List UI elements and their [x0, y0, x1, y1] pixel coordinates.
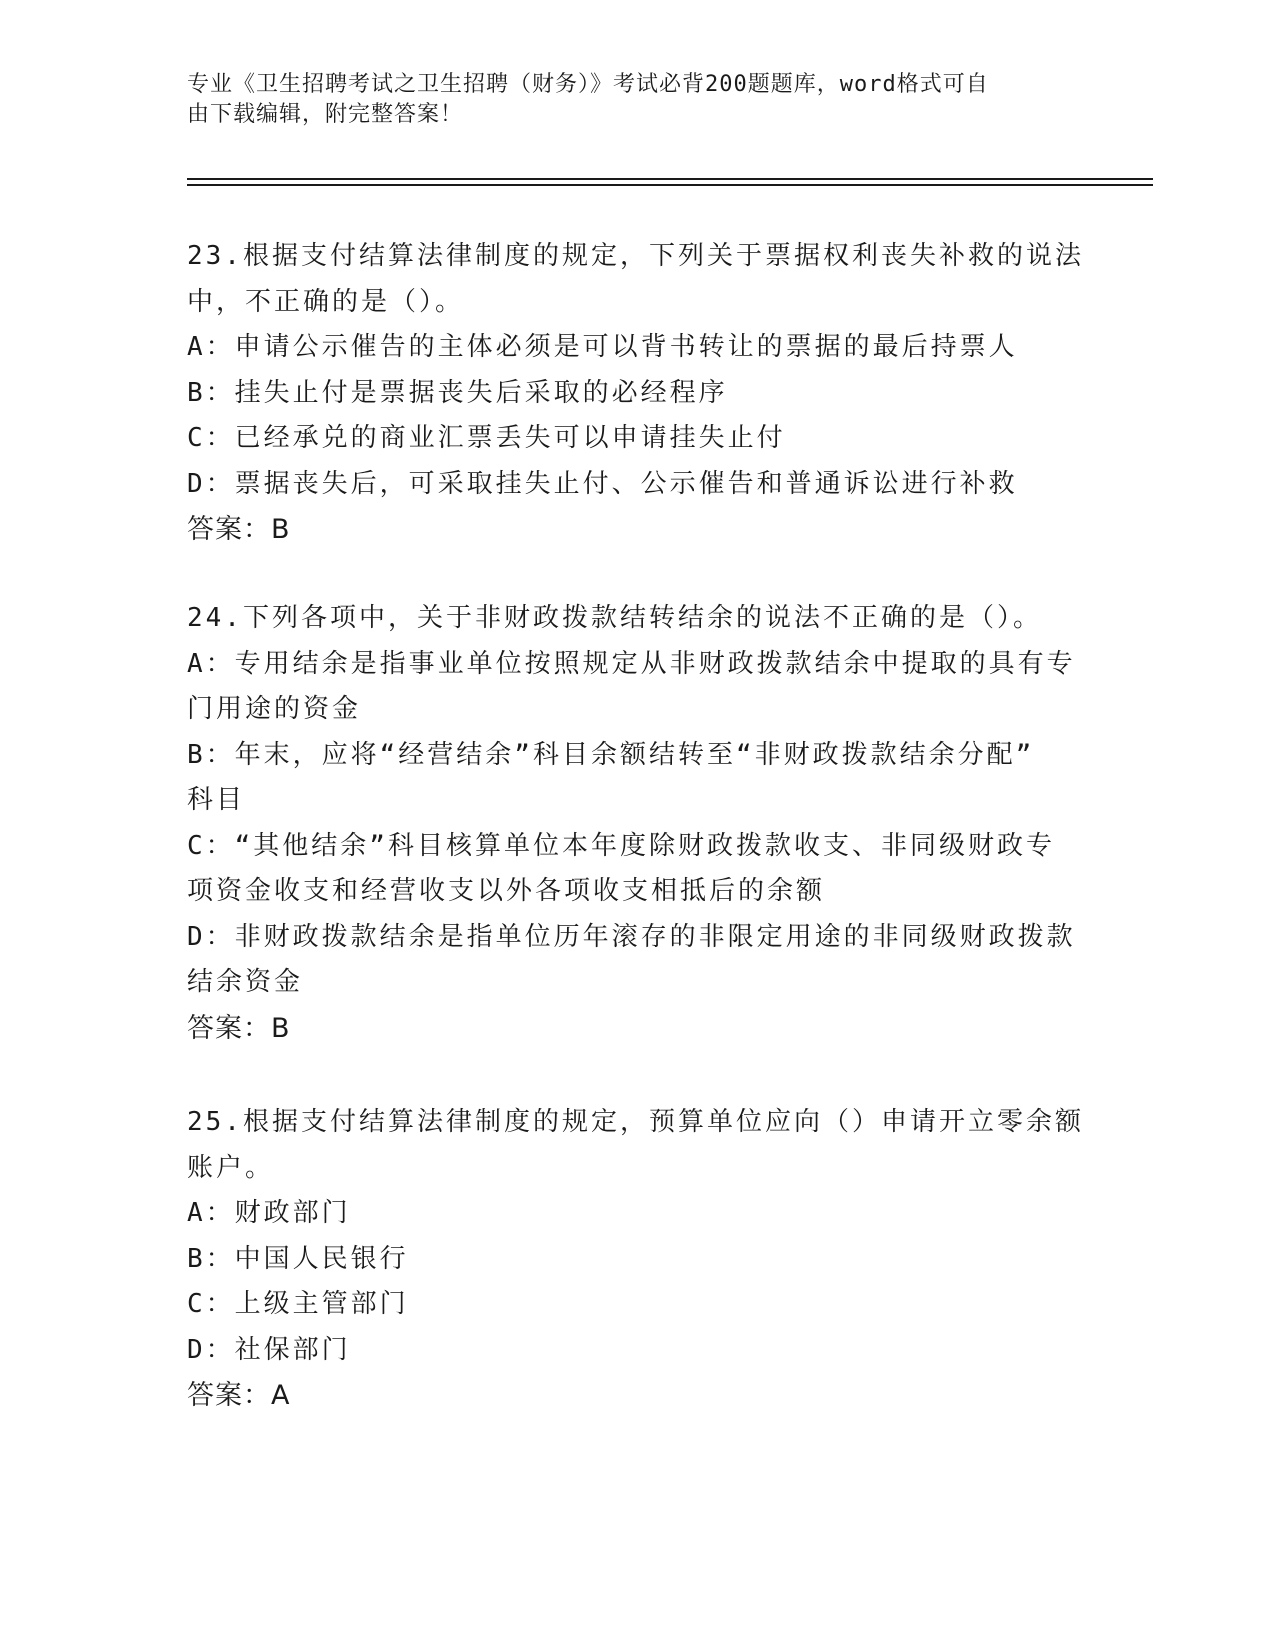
option-d: D：社保部门	[187, 1334, 351, 1365]
question-stem-line: 中，不正确的是（）。	[187, 286, 465, 317]
option-a-continued: 门用途的资金	[187, 694, 362, 724]
question-stem-line: 25.根据支付结算法律制度的规定，预算单位应向（）申请开立零余额	[187, 1107, 1084, 1137]
option-c: C：“其他结余”科目核算单位本年度除财政拨款收支、非同级财政专	[187, 830, 1055, 861]
header-divider-bottom	[187, 184, 1153, 186]
option-d-continued: 结余资金	[187, 967, 304, 997]
header-line-2: 由下载编辑，附完整答案！	[187, 102, 464, 127]
question-25	[187, 1100, 1087, 1419]
header-divider-top	[187, 178, 1153, 180]
document-header	[187, 70, 1087, 130]
question-stem-line: 24.下列各项中，关于非财政拨款结转结余的说法不正确的是（）。	[187, 603, 1042, 633]
option-c: C：已经承兑的商业汇票丢失可以申请挂失止付	[187, 423, 786, 453]
answer-line: 答案：A	[187, 1380, 291, 1411]
question-24	[187, 596, 1087, 1051]
option-b: B：中国人民银行	[187, 1243, 409, 1274]
answer-line: 答案：B	[187, 514, 291, 545]
question-23	[187, 234, 1087, 553]
option-a: A：财政部门	[187, 1198, 351, 1228]
option-d: D：票据丧失后，可采取挂失止付、公示催告和普通诉讼进行补救	[187, 468, 1018, 499]
option-c-continued: 项资金收支和经营收支以外各项收支相抵后的余额	[187, 876, 826, 906]
option-b-continued: 科目	[187, 785, 246, 815]
answer-line: 答案：B	[187, 1012, 291, 1044]
option-c: C：上级主管部门	[187, 1289, 409, 1319]
question-stem-line: 23.根据支付结算法律制度的规定，下列关于票据权利丧失补救的说法	[187, 241, 1084, 271]
option-d: D：非财政拨款结余是指单位历年滚存的非限定用途的非同级财政拨款	[187, 921, 1076, 952]
header-line-1: 专业《卫生招聘考试之卫生招聘（财务）》考试必背200题题库，word格式可自	[187, 72, 989, 97]
question-stem-line: 账户。	[187, 1152, 275, 1183]
option-a: A：专用结余是指事业单位按照规定从非财政拨款结余中提取的具有专	[187, 648, 1076, 679]
option-b: B：年末，应将“经营结余”科目余额结转至“非财政拨款结余分配”	[187, 739, 1035, 770]
option-b: B：挂失止付是票据丧失后采取的必经程序	[187, 377, 728, 408]
option-a: A：申请公示催告的主体必须是可以背书转让的票据的最后持票人	[187, 332, 1018, 362]
